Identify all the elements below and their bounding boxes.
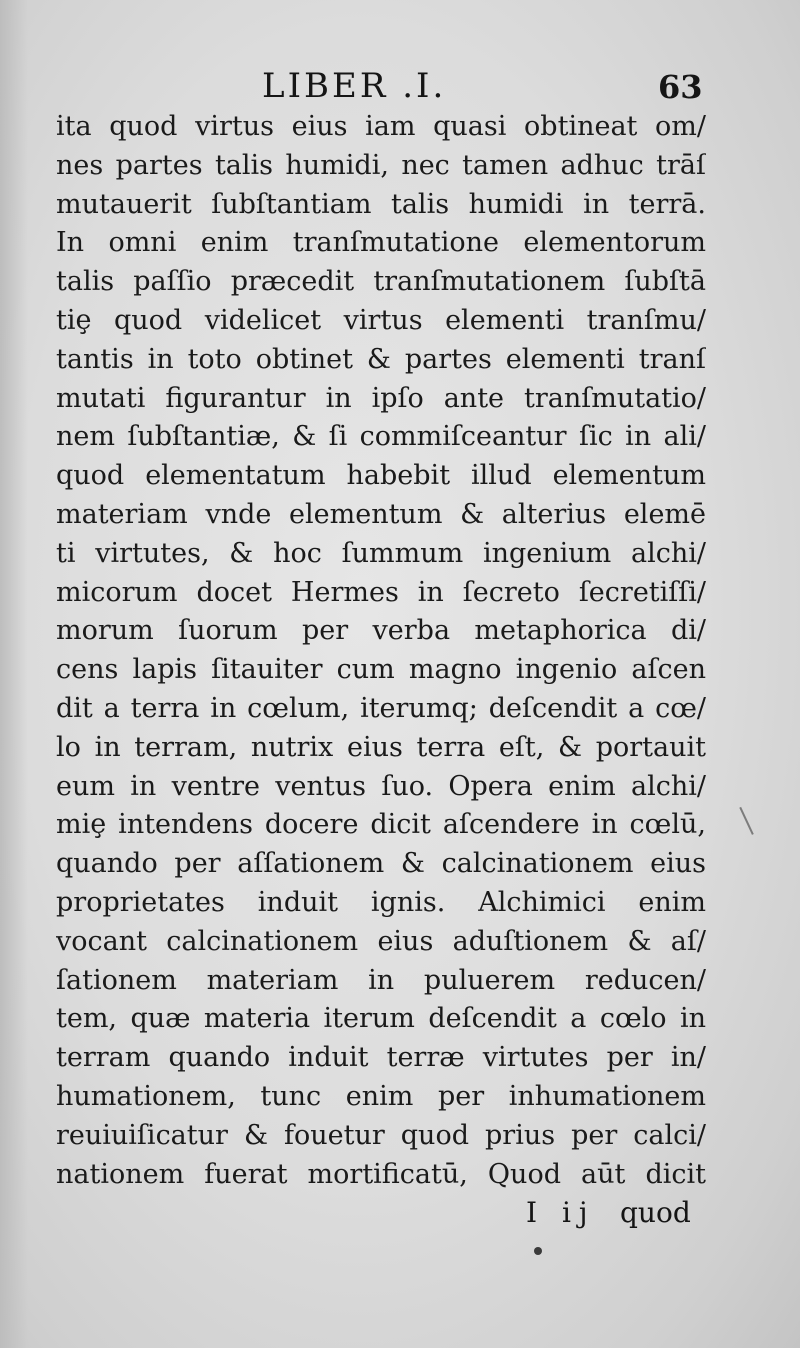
page-footer xyxy=(0,1196,800,1246)
text-line: reuiuiſicatur & fouetur quod prius per calci/ xyxy=(56,1119,706,1151)
text-line: tantis in toto obtinet & partes elementi tranſ xyxy=(56,343,706,375)
catchword: quod xyxy=(620,1196,691,1229)
text-line: humationem, tunc enim per inhumationem xyxy=(56,1080,706,1112)
margin-mark xyxy=(730,807,754,839)
text-line: ſationem materiam in puluerem reducen/ xyxy=(56,964,706,996)
text-line: quando per aſſationem & calcinationem eius xyxy=(56,848,706,880)
text-line: mutauerit ſubſtantiam talis humidi in terrā. xyxy=(56,188,706,220)
text-line: In omni enim tranſmutatione elementorum xyxy=(56,227,706,259)
text-line: quod elementatum habebit illud elementum xyxy=(56,460,706,492)
text-line: nem ſubſtantiæ, & ſi commiſceantur ſic in ali/ xyxy=(56,421,706,453)
folio-number: 63 xyxy=(658,68,703,106)
text-line: miȩ intendens docere dicit aſcendere in cœlū, xyxy=(56,809,706,841)
body-text xyxy=(56,108,706,1194)
text-line: ita quod virtus eius iam quasi obtineat om/ xyxy=(56,111,706,142)
text-line: cens lapis ſitauiter cum magno ingenio aſcen xyxy=(56,654,706,686)
text-line: terram quando induit terræ virtutes per in/ xyxy=(56,1042,706,1074)
text-line: dit a terra in cœlum, iterumq; deſcendit a cœ/ xyxy=(56,692,706,724)
text-line: morum ſuorum per verba metaphorica di/ xyxy=(56,615,706,647)
text-line: lo in terram, nutrix eius terra eſt, & portauit xyxy=(56,731,706,763)
signature-mark: I ij xyxy=(526,1196,596,1229)
text-line: eum in ventre ventus ſuo. Opera enim alchi/ xyxy=(56,770,706,802)
text-line: micorum docet Hermes in ſecreto ſecretiſſi/ xyxy=(56,576,706,608)
running-head: LIBER .I. xyxy=(262,66,447,106)
ink-spot xyxy=(534,1247,542,1255)
text-line: nationem fuerat mortificatū, Quod aūt dicit xyxy=(56,1158,706,1190)
text-line: nes partes talis humidi, nec tamen adhuc trāſ xyxy=(56,149,706,181)
text-line: talis paſſio præcedit tranſmutationem ſubſtā xyxy=(56,266,706,298)
text-line: mutati figurantur in ipſo ante tranſmutatio/ xyxy=(56,382,706,414)
gutter-shadow xyxy=(0,0,28,1348)
text-line: tiȩ quod videlicet virtus elementi tranſmu/ xyxy=(56,304,706,336)
text-line: tem, quæ materia iterum deſcendit a cœlo in xyxy=(56,1003,706,1035)
text-line: ti virtutes, & hoc ſummum ingenium alchi/ xyxy=(56,537,706,569)
text-line: materiam vnde elementum & alterius elemē xyxy=(56,498,706,530)
page-header xyxy=(0,64,800,114)
text-line: proprietates induit ignis. Alchimici enim xyxy=(56,886,706,918)
text-line: vocant calcinationem eius aduſtionem & aſ/ xyxy=(56,925,706,957)
